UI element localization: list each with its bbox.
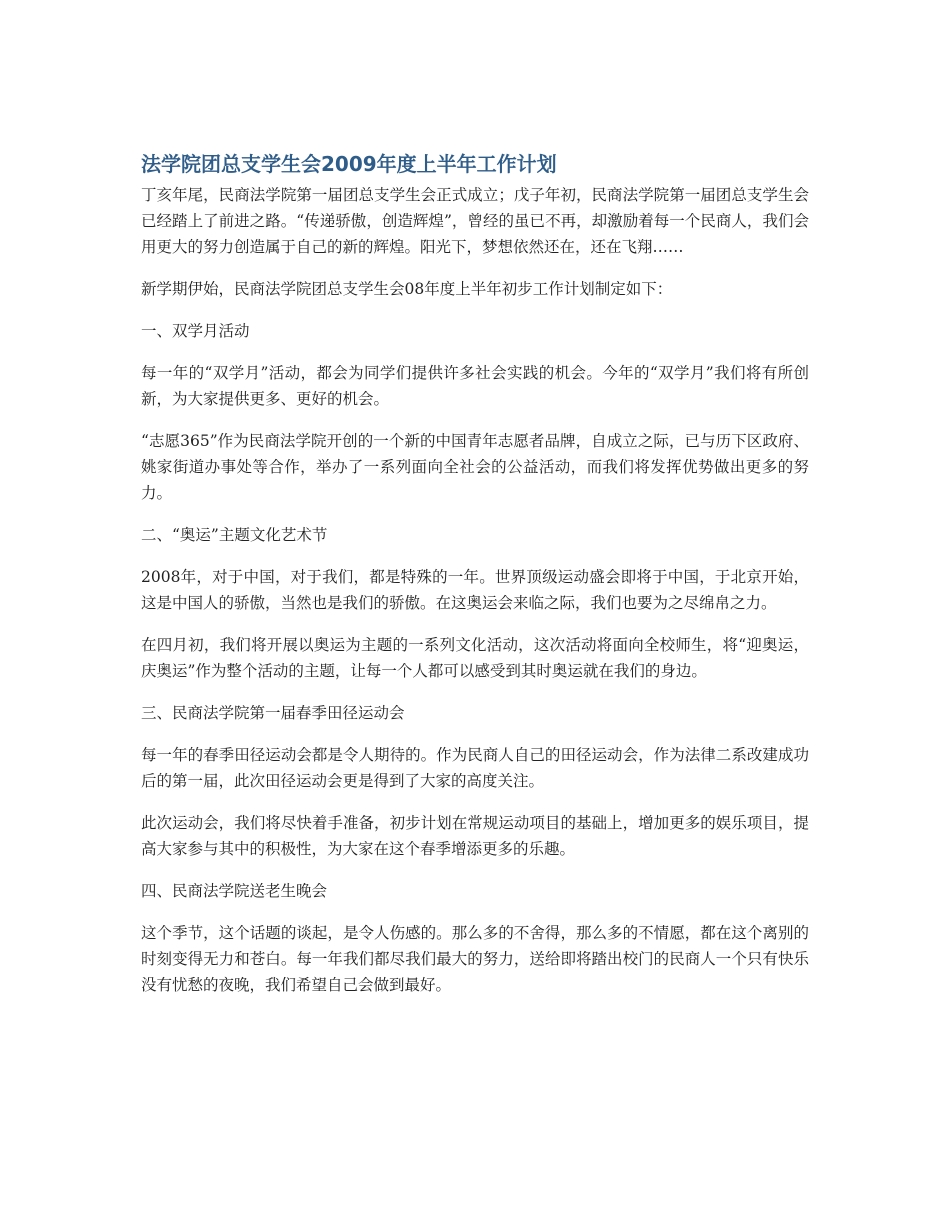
section-2-paragraph-2: 在四月初，我们将开展以奥运为主题的一系列文化活动，这次活动将面向全校师生，将“迎奥运，庆奥运”作为整个活动的主题，让每一个人都可以感受到其时奥运就在我们的身边。: [141, 636, 809, 680]
intro-paragraph: 丁亥年尾，民商法学院第一届团总支学生会正式成立；戊子年初，民商法学院第一届团总支学生会已经踏上了前进之路。“传递骄傲，创造辉煌”，曾经的虽已不再，却激励着每一个民商人，我们会用更大的努力创造属于自己的新的辉煌。阳光下，梦想依然还在，还在飞翔……: [141, 186, 809, 256]
section-3-paragraph-2: 此次运动会，我们将尽快着手准备，初步计划在常规运动项目的基础上，增加更多的娱乐项目，提高大家参与其中的积极性，为大家在这个春季增添更多的乐趣。: [141, 814, 809, 858]
section-4-paragraph-1: 这个季节，这个话题的谈起，是令人伤感的。那么多的不舍得，那么多的不情愿，都在这个离别的时刻变得无力和苍白。每一年我们都尽我们最大的努力，送给即将踏出校门的民商人一个只有快乐没有忧愁的夜晚，我们希望自己会做到最好。: [141, 924, 809, 994]
section-1-paragraph-2: “志愿365”作为民商法学院开创的一个新的中国青年志愿者品牌，自成立之际，已与历下区政府、姚家街道办事处等合作，举办了一系列面向全社会的公益活动，而我们将发挥优势做出更多的努力。: [141, 432, 809, 502]
section-heading-2: 二、“奥运”主题文化艺术节: [141, 526, 328, 544]
section-heading-1: 一、双学月活动: [141, 322, 250, 340]
document-page: [141, 150, 809, 1014]
plan-intro-paragraph: 新学期伊始，民商法学院团总支学生会08年度上半年初步工作计划制定如下：: [141, 280, 673, 298]
section-2-paragraph-1: 2008年，对于中国，对于我们，都是特殊的一年。世界顶级运动盛会即将于中国，于北京开始，这是中国人的骄傲，当然也是我们的骄傲。在这奥运会来临之际，我们也要为之尽绵帛之力。: [141, 568, 809, 612]
document-title: 法学院团总支学生会2009年度上半年工作计划: [141, 152, 557, 176]
section-heading-4: 四、民商法学院送老生晚会: [141, 882, 328, 900]
section-1-paragraph-1: 每一年的“双学月”活动，都会为同学们提供许多社会实践的机会。今年的“双学月”我们将有所创新，为大家提供更多、更好的机会。: [141, 364, 809, 408]
section-heading-3: 三、民商法学院第一届春季田径运动会: [141, 704, 405, 722]
section-3-paragraph-1: 每一年的春季田径运动会都是令人期待的。作为民商人自己的田径运动会，作为法律二系改建成功后的第一届，此次田径运动会更是得到了大家的高度关注。: [141, 746, 809, 790]
